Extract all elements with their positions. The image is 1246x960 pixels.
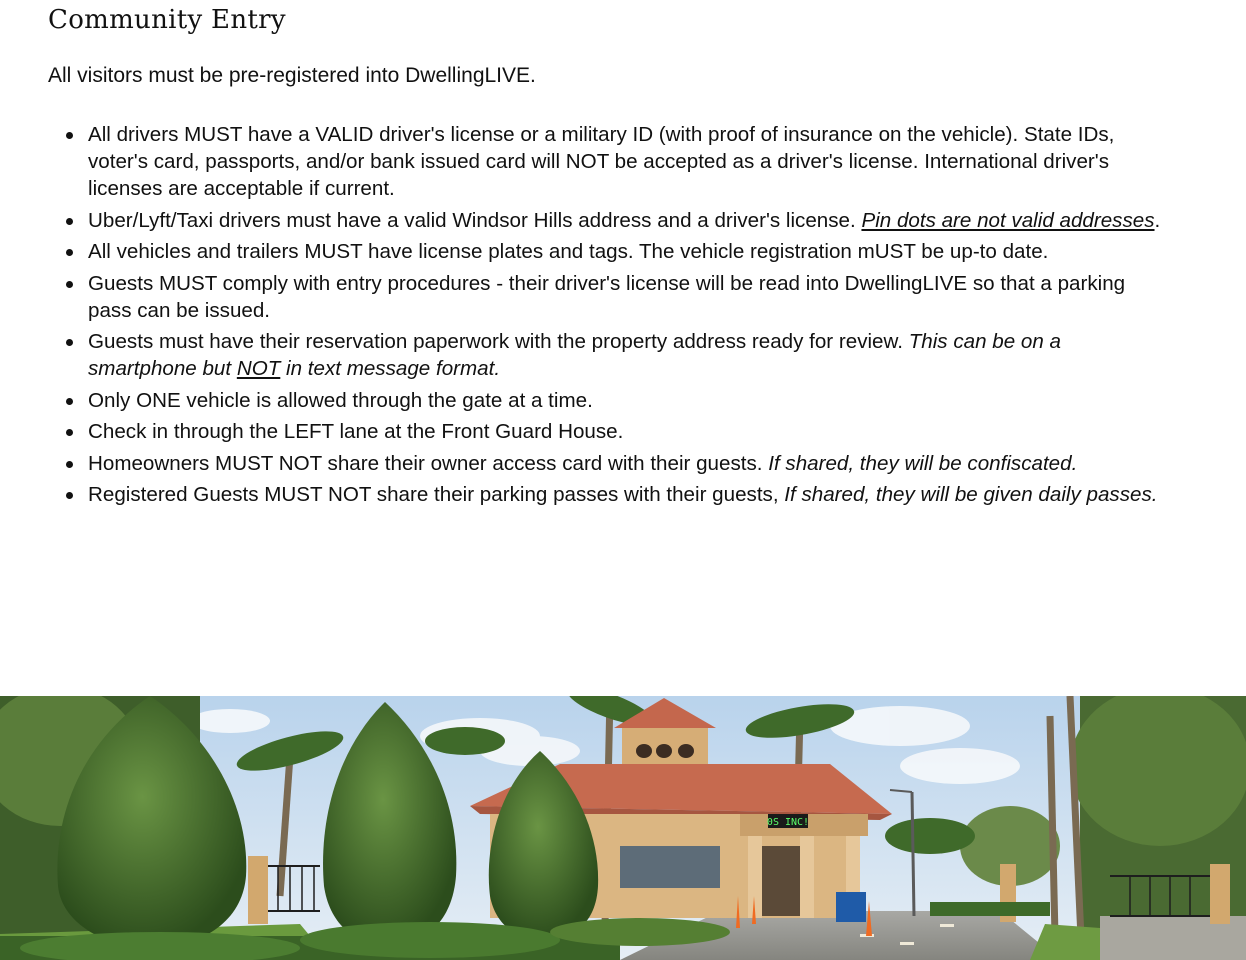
rule-text: Check in through the LEFT lane at the Front Guard House. bbox=[88, 420, 624, 443]
list-item bbox=[88, 450, 1163, 477]
main-content bbox=[48, 0, 1198, 513]
rule-text: Registered Guests MUST NOT share their parking passes with their guests, bbox=[88, 483, 785, 506]
intro-text: All visitors must be pre-registered into DwellingLIVE. bbox=[48, 64, 536, 87]
list-item bbox=[88, 207, 1163, 234]
page-title: Community Entry bbox=[48, 5, 286, 35]
rule-emphasis: in text message format. bbox=[280, 357, 501, 380]
list-item bbox=[88, 121, 1163, 202]
rule-text: All drivers MUST have a VALID driver's license or a military ID (with proof of insurance on the vehicle). State IDs, voter's card, passports, and/or bank issued card will NOT be accepted as a driver's license. International driver's licenses are acceptable if current. bbox=[88, 123, 1115, 200]
list-item bbox=[88, 238, 1163, 265]
list-item bbox=[88, 387, 1163, 414]
rule-text: All vehicles and trailers MUST have license plates and tags. The vehicle registration mUST be up-to date. bbox=[88, 240, 1049, 263]
list-item bbox=[88, 270, 1163, 324]
guard-house-photo bbox=[0, 696, 1246, 960]
rule-emphasis: If shared, they will be confiscated. bbox=[768, 451, 1078, 475]
list-item bbox=[88, 481, 1163, 508]
list-item bbox=[88, 328, 1163, 382]
led-sign-text: 0S INC! bbox=[766, 817, 810, 828]
rule-suffix: . bbox=[1154, 208, 1161, 232]
rule-text: Homeowners MUST NOT share their owner access card with their guests. bbox=[88, 451, 769, 475]
rule-text: Only ONE vehicle is allowed through the gate at a time. bbox=[88, 388, 593, 412]
list-item bbox=[88, 418, 1163, 445]
rule-emphasis: This can be on a smartphone but bbox=[88, 330, 1061, 380]
rule-text: Guests must have their reservation paperwork with the property address ready for review. bbox=[88, 330, 909, 353]
rule-emphasis: If shared, they will be given daily passes. bbox=[784, 483, 1158, 506]
rule-emphasis: Pin dots are not valid addresses bbox=[861, 208, 1155, 232]
rule-text: Guests MUST comply with entry procedures - their driver's license will be read into DwellingLIVE so that a parking pass can be issued. bbox=[88, 271, 1126, 322]
rule-emphasis-underline: NOT bbox=[236, 357, 281, 380]
rules-list bbox=[48, 121, 1163, 508]
rule-text: Uber/Lyft/Taxi drivers must have a valid Windsor Hills address and a driver's license. bbox=[88, 208, 862, 232]
